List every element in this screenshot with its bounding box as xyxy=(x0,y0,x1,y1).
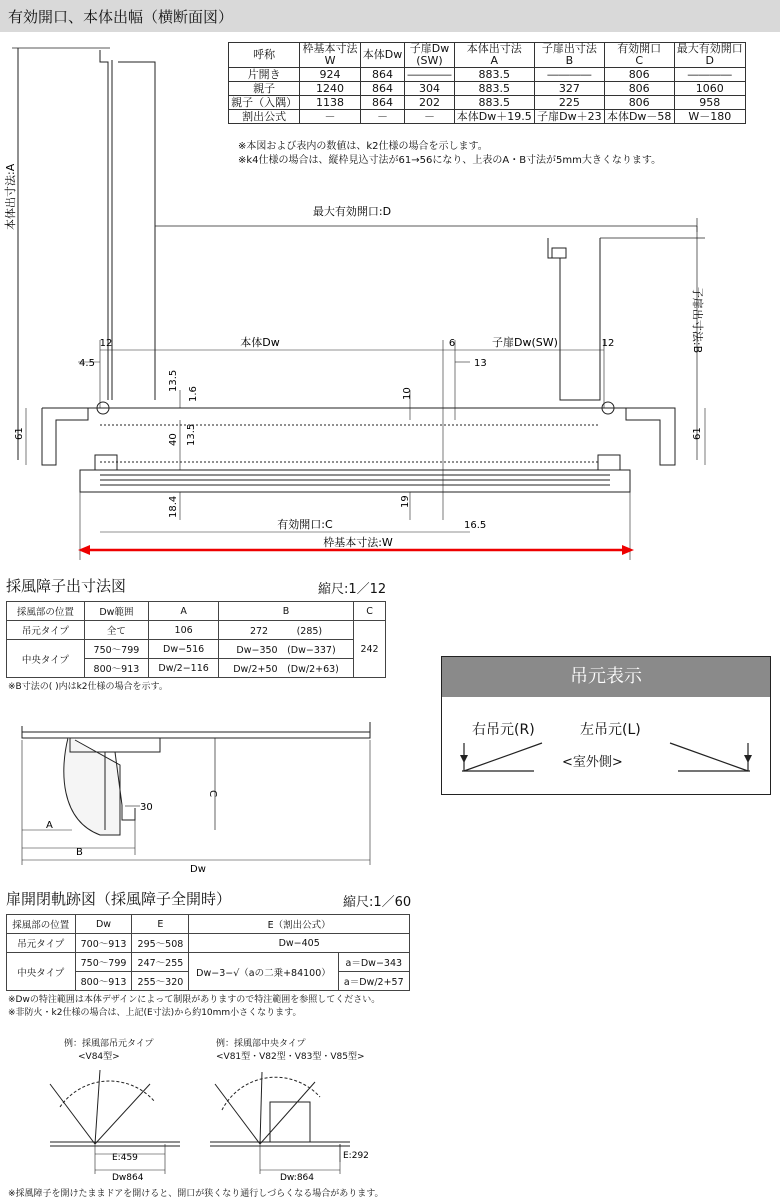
saifu-header-cell: 採風部の位置 xyxy=(7,602,85,621)
example2-type: <V81型・V82型・V83型・V85型> xyxy=(216,1052,365,1062)
trajectory-header-cell: E xyxy=(132,915,189,934)
spec-cell: 225 xyxy=(534,96,604,110)
spec-note-1: ※本図および表内の数値は、k2仕様の場合を示します。 xyxy=(238,141,488,152)
label-kotobira-dw: 子扉Dw(SW) xyxy=(492,336,558,349)
trajectory-row xyxy=(7,953,410,972)
spec-cell: 304 xyxy=(405,82,454,96)
saifu-row xyxy=(7,640,386,659)
saifu-cell: Dw−516 xyxy=(149,640,219,659)
spec-cell: 883.5 xyxy=(454,68,534,82)
dim-6: 6 xyxy=(448,338,456,349)
example2-dw: Dw:864 xyxy=(280,1173,315,1182)
dim-10: 10 xyxy=(402,387,413,400)
hinge-left-label: 左吊元(L) xyxy=(580,722,641,738)
saifu-cell: 242 xyxy=(354,621,386,678)
spec-header-cell: 呼称 xyxy=(229,43,300,68)
saifu-cell: 800～913 xyxy=(84,659,148,678)
spec-cell: 924 xyxy=(300,68,360,82)
dim-18-4: 18.4 xyxy=(168,495,179,518)
saifu-cell: Dw/2+50 (Dw/2+63) xyxy=(219,659,354,678)
dim-61-right: 61 xyxy=(692,427,703,440)
spec-header-cell: 本体Dw xyxy=(360,43,405,68)
spec-header-cell: 最大有効開口 D xyxy=(674,43,745,68)
saifu-header-row xyxy=(7,602,386,621)
dim-13: 13 xyxy=(474,358,487,369)
label-effective-open: 有効開口:C xyxy=(277,518,333,531)
trajectory-cell: Dw−3−√（aの二乗+84100） xyxy=(189,953,338,991)
saifu-table xyxy=(6,601,386,678)
dim-61-left: 61 xyxy=(14,427,25,440)
trajectory-cell: 吊元タイプ xyxy=(7,934,76,953)
spec-cell: 883.5 xyxy=(454,96,534,110)
trajectory-cell: 255～320 xyxy=(132,972,189,991)
trajectory-title: 扉開閉軌跡図（採風障子全開時） xyxy=(6,890,232,908)
saifu-header-cell: B xyxy=(219,602,354,621)
saifu-header-cell: C xyxy=(354,602,386,621)
example2-e: E:292 xyxy=(343,1151,369,1161)
dim-12-left: 12 xyxy=(99,338,113,349)
hinge-outside-label: <室外側> xyxy=(562,755,623,770)
hinge-box-title: 吊元表示 xyxy=(442,657,770,697)
dim-12-right: 12 xyxy=(601,338,615,349)
saifu-cell: Dw/2−116 xyxy=(149,659,219,678)
trajectory-cell: a＝Dw−343 xyxy=(338,953,409,972)
spec-cell: 806 xyxy=(604,96,674,110)
trajectory-cell: 中央タイプ xyxy=(7,953,76,991)
spec-cell: 202 xyxy=(405,96,454,110)
spec-header-cell: 本体出寸法 A xyxy=(454,43,534,68)
label-kotobira-dasun: 子扉出寸法:B xyxy=(691,286,704,354)
trajectory-cell: 295～508 xyxy=(132,934,189,953)
example2-drawing xyxy=(200,1062,370,1182)
trajectory-header-cell: 採風部の位置 xyxy=(7,915,76,934)
dim-1-6: 1.6 xyxy=(188,386,199,402)
saifu-label-b: B xyxy=(76,847,83,858)
hinge-right-label: 右吊元(R) xyxy=(472,722,535,738)
spec-cell: 1060 xyxy=(674,82,745,96)
saifu-label-c: C xyxy=(207,790,218,797)
section-header xyxy=(0,0,780,32)
trajectory-header-cell: E（割出公式） xyxy=(189,915,410,934)
spec-cell: 1240 xyxy=(300,82,360,96)
spec-cell: 864 xyxy=(360,68,405,82)
spec-header-cell: 子扉Dw (SW) xyxy=(405,43,454,68)
saifu-header-cell: Dw範囲 xyxy=(84,602,148,621)
trajectory-header-row xyxy=(7,915,410,934)
spec-cell: 親子 xyxy=(229,82,300,96)
trajectory-note-2: ※非防火・k2仕様の場合は、上記(E寸法)から約10mm小さくなります。 xyxy=(8,1008,302,1018)
spec-cell: 1138 xyxy=(300,96,360,110)
dim-13-5-top: 13.5 xyxy=(168,369,179,392)
hinge-diagram xyxy=(442,735,770,785)
spec-cell: ―――― xyxy=(674,68,745,82)
spec-cell: ―――― xyxy=(405,68,454,82)
label-honai-dasun: 本体出寸法:A xyxy=(4,163,17,230)
saifu-cell: 750～799 xyxy=(84,640,148,659)
saifu-header-cell: A xyxy=(149,602,219,621)
spec-cell: 割出公式 xyxy=(229,110,300,124)
saifu-cell: 中央タイプ xyxy=(7,640,85,678)
saifu-cell: 吊元タイプ xyxy=(7,621,85,640)
saifu-scale: 縮尺:1／12 xyxy=(318,582,387,597)
saifu-label-a: A xyxy=(46,820,53,831)
spec-cell: 806 xyxy=(604,68,674,82)
saifu-cell: 106 xyxy=(149,621,219,640)
spec-cell: － xyxy=(360,110,405,124)
spec-header-cell: 枠基本寸法 W xyxy=(300,43,360,68)
spec-cell: ―――― xyxy=(534,68,604,82)
example1-type: <V84型> xyxy=(78,1052,120,1062)
example1-title: 例：採風部吊元タイプ xyxy=(64,1039,154,1049)
trajectory-table xyxy=(6,914,410,991)
hinge-box xyxy=(441,656,771,795)
saifu-title: 採風障子出寸法図 xyxy=(6,577,127,595)
spec-cell: 806 xyxy=(604,82,674,96)
dim-40: 40 xyxy=(168,433,179,446)
spec-cell: 片開き xyxy=(229,68,300,82)
trajectory-cell: 700～913 xyxy=(75,934,132,953)
spec-cell: － xyxy=(405,110,454,124)
spec-cell: 883.5 xyxy=(454,82,534,96)
spec-cell: 子扉Dw＋23 xyxy=(534,110,604,124)
label-honai-dw: 本体Dw xyxy=(240,336,280,349)
spec-cell: 本体Dw＋19.5 xyxy=(454,110,534,124)
label-max-open: 最大有効開口:D xyxy=(312,205,392,218)
trajectory-note-1: ※Dwの特注範囲は本体デザインによって制限がありますので特注範囲を参照してください。 xyxy=(8,995,381,1005)
spec-header-cell: 子扉出寸法 B xyxy=(534,43,604,68)
dim-13-5-bottom: 13.5 xyxy=(186,423,197,446)
spec-cell: － xyxy=(300,110,360,124)
spec-cell: 親子（入隅） xyxy=(229,96,300,110)
saifu-cell: 全て xyxy=(84,621,148,640)
saifu-label-dw: Dw xyxy=(190,864,206,875)
trajectory-cell: 247～255 xyxy=(132,953,189,972)
trajectory-cell: 800～913 xyxy=(75,972,132,991)
example1-drawing xyxy=(40,1062,190,1182)
spec-header-cell: 有効開口 C xyxy=(604,43,674,68)
trajectory-cell: 750～799 xyxy=(75,953,132,972)
spec-cell: 本体Dw－58 xyxy=(604,110,674,124)
example2-title: 例：採風部中央タイプ xyxy=(216,1039,306,1049)
spec-cell: 864 xyxy=(360,82,405,96)
trajectory-row xyxy=(7,934,410,953)
dim-4-5: 4.5 xyxy=(79,358,95,369)
trajectory-header-cell: Dw xyxy=(75,915,132,934)
cross-section-drawing xyxy=(0,34,780,564)
dim-16-5: 16.5 xyxy=(464,520,487,531)
saifu-cell: 272 (285) xyxy=(219,621,354,640)
saifu-row xyxy=(7,621,386,640)
example1-dw: Dw864 xyxy=(112,1173,144,1182)
saifu-cell: Dw−350 (Dw−337) xyxy=(219,640,354,659)
spec-note-2: ※k4仕様の場合は、縦枠見込寸法が61→56になり、上表のA・B寸法が5mm大きくなります。 xyxy=(238,155,662,166)
spec-cell: 864 xyxy=(360,96,405,110)
saifu-note: ※B寸法の( )内はk2仕様の場合を示す。 xyxy=(8,682,168,692)
spec-cell: W－180 xyxy=(674,110,745,124)
trajectory-footer: ※採風障子を開けたままドアを開けると、開口が狭くなり通行しづらくなる場合があります。 xyxy=(8,1189,384,1199)
spec-cell: 327 xyxy=(534,82,604,96)
section-title: 有効開口、本体出幅（横断面図） xyxy=(8,8,234,26)
example1-e: E:459 xyxy=(112,1153,138,1163)
trajectory-cell: a＝Dw/2+57 xyxy=(338,972,409,991)
trajectory-cell: Dw−405 xyxy=(189,934,410,953)
spec-cell: 958 xyxy=(674,96,745,110)
saifu-label-30: 30 xyxy=(140,802,153,813)
dim-19: 19 xyxy=(400,495,411,508)
saifu-drawing xyxy=(10,710,390,880)
trajectory-scale: 縮尺:1／60 xyxy=(343,895,412,910)
label-frame-w: 枠基本寸法:W xyxy=(323,536,393,549)
